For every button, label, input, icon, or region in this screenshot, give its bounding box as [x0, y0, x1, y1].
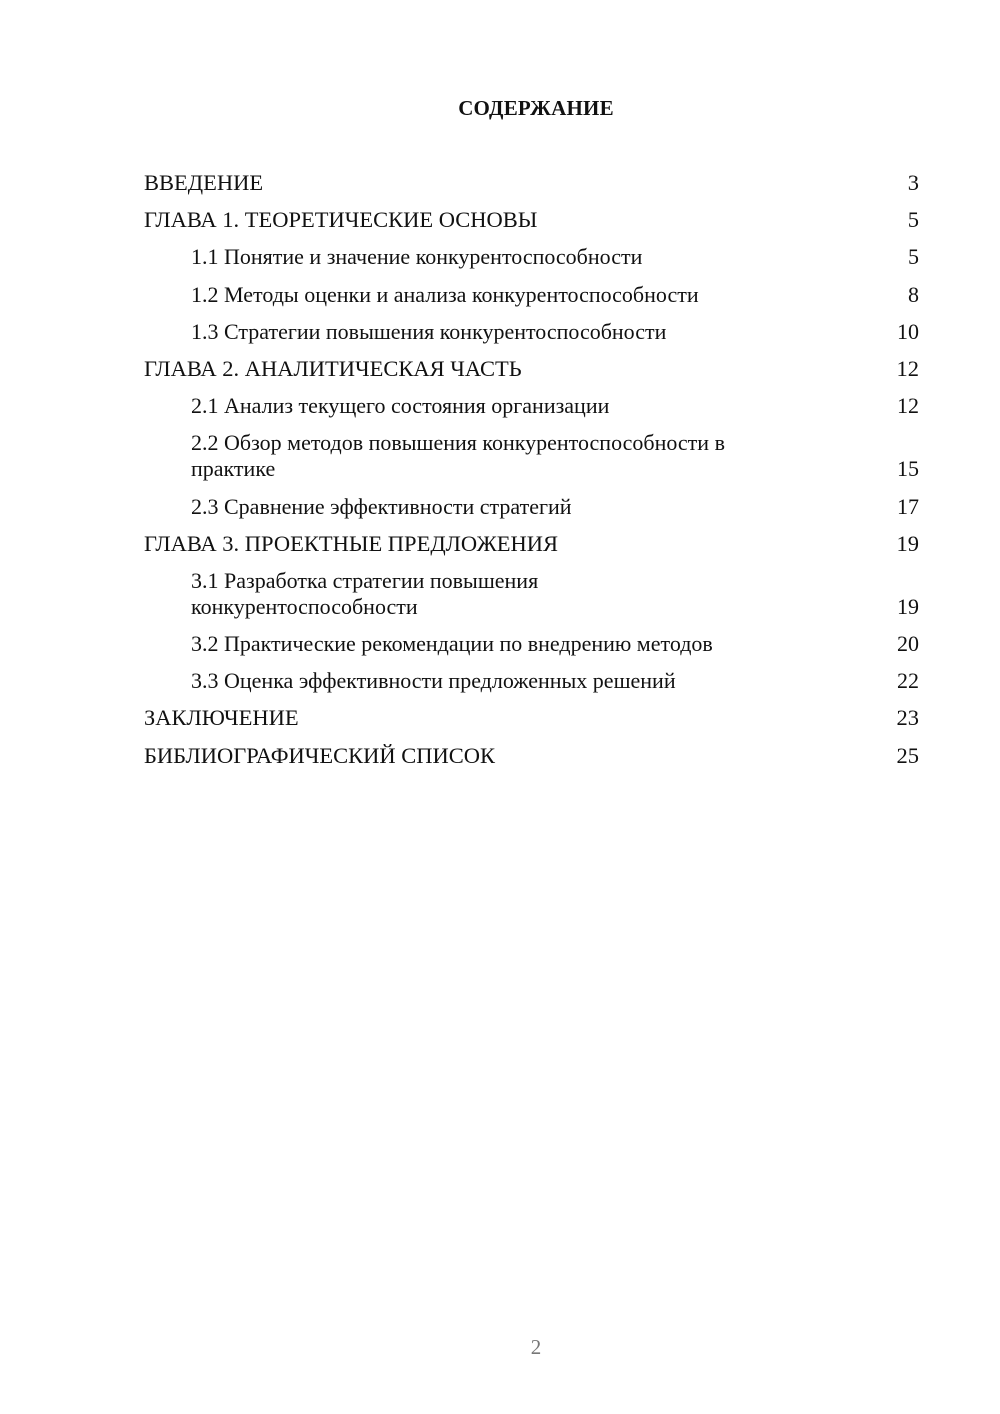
toc-entry-page: 3: [907, 170, 919, 195]
page-number: 2: [530, 1335, 542, 1359]
toc-entry-page: 23: [896, 705, 919, 731]
toc-entry-page: 5: [908, 244, 919, 270]
toc-entry-section-2-1: [144, 393, 919, 419]
toc-entry-page: 8: [908, 281, 919, 307]
toc-entry-text: ГЛАВА 2. АНАЛИТИЧЕСКАЯ ЧАСТЬ: [144, 355, 522, 381]
toc-entry-text: ГЛАВА 3. ПРОЕКТНЫЕ ПРЕДЛОЖЕНИЯ: [144, 530, 559, 556]
toc-entry-text: 2.1 Анализ текущего состояния организации: [191, 393, 610, 419]
toc-entry-text: ВВЕДЕНИЕ: [144, 170, 264, 195]
toc-entry-text: ЗАКЛЮЧЕНИЕ: [144, 705, 299, 731]
toc-entry-text: 1.2 Методы оценки и анализа конкурентоспособности: [191, 281, 699, 307]
toc-entry-page: 17: [897, 493, 919, 519]
page-title: СОДЕРЖАНИЕ: [458, 96, 614, 120]
toc-entry-section-3-3: [144, 668, 919, 694]
toc-entry-introduction: [144, 170, 919, 196]
toc-entry-chapter-3: [144, 531, 919, 557]
toc-entry-page: 12: [896, 355, 919, 381]
toc-entry-section-1-2: [144, 282, 919, 308]
toc-entry-text: 3.2 Практические рекомендации по внедрению методов: [191, 631, 713, 657]
toc-entry-text: ГЛАВА 1. ТЕОРЕТИЧЕСКИЕ ОСНОВЫ: [144, 207, 538, 233]
toc-entry-section-2-3: [144, 494, 919, 520]
toc-entry-section-3-1: [144, 568, 919, 620]
toc-entry-page: 19: [897, 593, 919, 619]
toc-entry-bibliography: [144, 743, 919, 769]
toc-entry-page: 25: [896, 742, 919, 768]
toc-entry-text: 1.3 Стратегии повышения конкурентоспособности: [191, 318, 667, 344]
toc-entry-page: 19: [896, 530, 919, 556]
toc-entry-section-1-3: [144, 319, 919, 345]
toc-entry-conclusion: [144, 705, 919, 731]
table-of-contents: [144, 170, 919, 780]
toc-entry-text: 3.1 Разработка стратегии повышения конкурентоспособности: [191, 567, 539, 619]
toc-entry-page: 22: [897, 668, 919, 694]
toc-entry-page: 15: [897, 456, 919, 482]
toc-entry-text: 1.1 Понятие и значение конкурентоспособности: [191, 244, 643, 270]
toc-entry-page: 20: [897, 631, 919, 657]
toc-entry-section-2-2: [144, 430, 919, 482]
toc-entry-page: 10: [897, 318, 919, 344]
toc-entry-page: 12: [897, 393, 919, 419]
toc-entry-page: 5: [907, 207, 919, 233]
toc-entry-chapter-1: [144, 207, 919, 233]
toc-entry-section-3-2: [144, 631, 919, 657]
toc-entry-text: БИБЛИОГРАФИЧЕСКИЙ СПИСОК: [144, 742, 496, 768]
toc-entry-chapter-2: [144, 356, 919, 382]
toc-entry-text: 2.3 Сравнение эффективности стратегий: [191, 493, 572, 519]
toc-entry-text: 2.2 Обзор методов повышения конкурентоспособности в практике: [191, 430, 725, 482]
toc-entry-section-1-1: [144, 244, 919, 270]
toc-entry-text: 3.3 Оценка эффективности предложенных решений: [191, 668, 676, 694]
